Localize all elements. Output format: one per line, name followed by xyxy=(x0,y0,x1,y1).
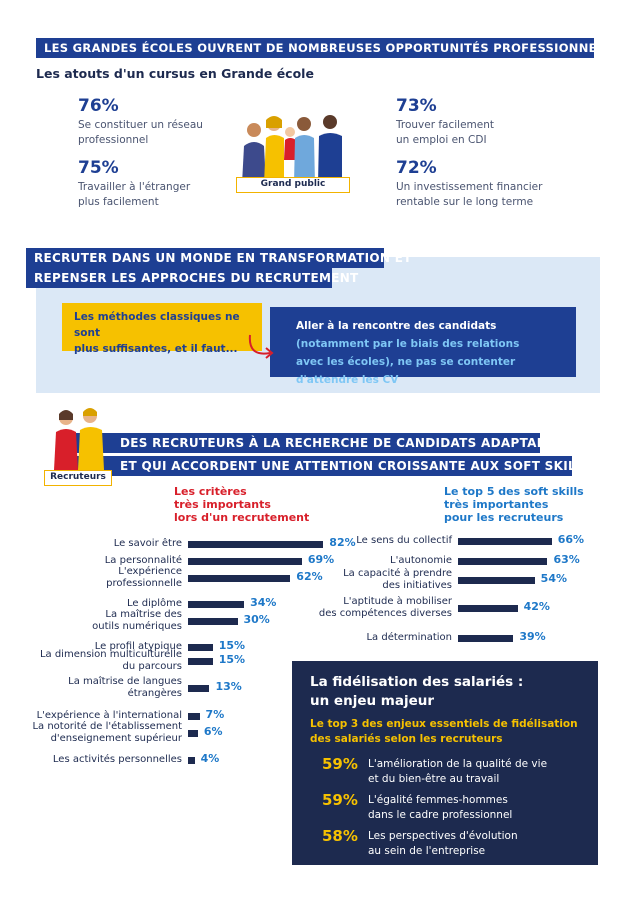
recruiters-illustration xyxy=(52,404,106,470)
bar-value-label: 15% xyxy=(218,653,246,666)
softskills-title: Le top 5 des soft skills très importantes pour les recruteurs xyxy=(444,485,584,524)
section2-banner-line1: RECRUTER DANS UN MONDE EN TRANSFORMATION ET xyxy=(26,248,384,268)
bar-label: La détermination xyxy=(366,632,452,643)
retention-item-text: L'égalité femmes-hommes dans le cadre professionnel xyxy=(368,794,513,821)
bar-value-label: 34% xyxy=(250,596,277,609)
stat-reseau xyxy=(78,96,238,148)
section1-subtitle: Les atouts d'un cursus en Grande école xyxy=(36,66,314,81)
bar-value-label: 82% xyxy=(329,536,356,549)
bar-label: La notorité de l'établissement d'enseignement supérieur xyxy=(32,721,182,744)
bar-label: Les activités personnelles xyxy=(52,754,182,765)
retention-subtitle: Le top 3 des enjeux essentiels de fidélisation des salariés selon les recruteurs xyxy=(310,718,578,745)
retention-item-pct: 59% xyxy=(322,755,358,773)
stat-text: Travailler à l'étranger plus facilement xyxy=(78,181,191,208)
bar-value-label: 63% xyxy=(553,553,580,566)
retention-panel xyxy=(292,661,598,865)
bar xyxy=(188,713,200,720)
section3-banner-line1: DES RECRUTEURS À LA RECHERCHE DE CANDIDATS ADAPTABLES xyxy=(56,433,540,453)
stat-pct: 75% xyxy=(78,158,119,178)
bar-value-label: 7% xyxy=(205,708,225,721)
bar-value-label: 42% xyxy=(523,600,550,613)
bar xyxy=(458,605,518,612)
bar xyxy=(458,558,547,565)
bar xyxy=(188,658,213,665)
bar-label: Le sens du collectif xyxy=(356,535,452,546)
classic-methods-box: Les méthodes classiques ne sont plus suffisantes, et il faut... xyxy=(62,303,262,351)
bar xyxy=(188,644,213,651)
section1-banner: LES GRANDES ÉCOLES OUVRENT DE NOMBREUSES OPPORTUNITÉS PROFESSIONNELLES xyxy=(36,38,594,58)
retention-item-pct: 58% xyxy=(322,827,358,845)
stat-pct: 76% xyxy=(78,96,119,116)
meet-candidates-lead: Aller à la rencontre des candidats xyxy=(296,320,497,332)
criteria-title: Les critères très importants lors d'un recrutement xyxy=(174,485,310,524)
stat-investissement xyxy=(396,158,596,210)
bar-label: L'aptitude à mobiliser des compétences diverses xyxy=(318,596,452,619)
stat-pct: 72% xyxy=(396,158,437,178)
meet-candidates-detail: (notamment par le biais des relations avec les écoles), ne pas se contenter d'attendre les CV xyxy=(296,338,520,386)
bar-label: L'expérience professionnelle xyxy=(106,566,182,589)
bar-label: Le savoir être xyxy=(113,538,182,549)
curved-arrow-icon xyxy=(246,333,278,361)
stat-text: Trouver facilement un emploi en CDI xyxy=(396,119,495,146)
bar-label: L'autonomie xyxy=(390,555,452,566)
bar xyxy=(188,730,198,737)
bar xyxy=(458,577,535,584)
bar-label: La maîtrise de langues étrangères xyxy=(68,676,182,699)
stat-text: Se constituer un réseau professionnel xyxy=(78,119,203,146)
stat-cdi xyxy=(396,96,596,148)
bar-value-label: 66% xyxy=(557,533,585,546)
bar-value-label: 30% xyxy=(243,613,270,626)
stat-pct: 73% xyxy=(396,96,437,116)
bar-label: La capacité à prendre des initiatives xyxy=(343,568,452,591)
meet-candidates-box xyxy=(270,307,576,386)
bar xyxy=(458,538,552,545)
bar-value-label: 39% xyxy=(519,630,546,643)
bar-label: Le diplôme xyxy=(127,598,182,609)
general-public-illustration xyxy=(238,108,348,184)
general-public-label: Grand public xyxy=(236,177,350,193)
bar-value-label: 4% xyxy=(200,752,220,765)
stat-text: Un investissement financier rentable sur le long terme xyxy=(396,181,543,208)
bar-value-label: 13% xyxy=(215,680,242,693)
bar-label: L'expérience à l'international xyxy=(36,710,182,721)
recruiters-label: Recruteurs xyxy=(44,470,112,486)
bar-value-label: 62% xyxy=(296,570,323,583)
retention-item-pct: 59% xyxy=(322,791,358,809)
bar-value-label: 15% xyxy=(218,639,246,652)
section2-banner-line2: REPENSER LES APPROCHES DU RECRUTEMENT xyxy=(26,268,332,288)
retention-item-text: Les perspectives d'évolution au sein de l'entreprise xyxy=(368,830,518,857)
bar xyxy=(458,635,513,642)
retention-title: La fidélisation des salariés : un enjeu majeur xyxy=(310,674,524,709)
bar-value-label: 6% xyxy=(203,725,223,738)
bar xyxy=(188,685,209,692)
section3-banner-line2: ET QUI ACCORDENT UNE ATTENTION CROISSANTE AUX SOFT SKILLS xyxy=(56,456,572,476)
bar-label: La maîtrise des outils numériques xyxy=(92,609,182,632)
bar-label: La personnalité xyxy=(104,555,182,566)
retention-item-text: L'amélioration de la qualité de vie et du bien-être au travail xyxy=(368,758,548,785)
bar-value-label: 69% xyxy=(307,553,335,566)
bar-label: Le profil atypique xyxy=(94,641,182,652)
bar-value-label: 54% xyxy=(540,572,568,585)
bar xyxy=(188,757,195,764)
stat-etranger xyxy=(78,158,238,210)
bar-label: La dimension multiculturelle du parcours xyxy=(39,649,182,672)
